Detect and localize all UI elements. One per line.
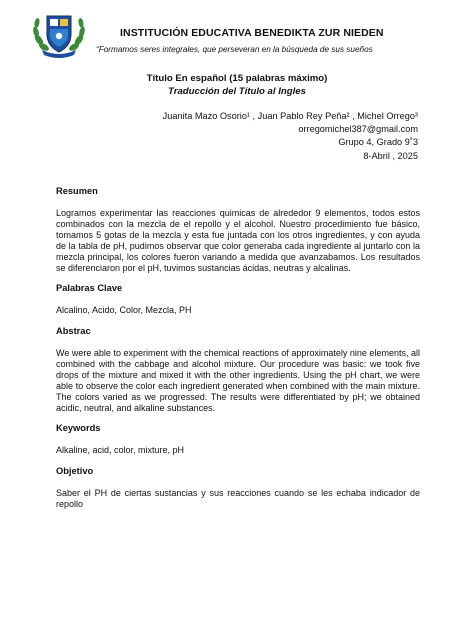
objetivo-text: Saber el PH de ciertas sustancias y sus reacciones cuando se les echaba indicador de repollo (56, 488, 420, 509)
resumen-text: Logramos experimentar las reacciones quimicas de alrededor 9 elementos, todos estos combinados con la mezcla de el repollo y el alcohol. Nuestro procedimiento fue básico, tomamos 5 gotas de la mezcla y esta fue juntada con los otros ingredientes, y con ayuda de la tabla de pH, pudimos observar que color generaba cada ingrediente al juntarlo con la mezcla principal, los colores fueron variando a medida que avanzabamos. Los resultados se diferenciaron por el pH, tuvimos sustancias ácidas, neutras y alcalinas. (56, 208, 420, 273)
keywords-text: Alkaline, acid, color, mixture, pH (56, 445, 185, 455)
keywords-heading: Keywords (56, 423, 101, 433)
title-english: Traducción del Título al Ingles (168, 86, 306, 97)
palabras-clave-text: Alcalino, Acido, Color, Mezcla, PH (56, 305, 192, 315)
title-spanish: Título En español (15 palabras máximo) (146, 73, 328, 84)
author-email: orregomichel387@gmail.com (298, 124, 418, 135)
institution-motto: “Formamos seres integrales, que perseveran en la búsqueda de sus sueños (96, 45, 373, 54)
palabras-clave-heading: Palabras Clave (56, 283, 123, 293)
abstract-heading: Abstrac (56, 326, 91, 336)
objetivo-heading: Objetivo (56, 466, 94, 476)
author-names: Juanita Mazo Osorio¹ , Juan Pablo Rey Peña² , Michel Orrego³ (162, 111, 418, 121)
institution-name: INSTITUCIÓN EDUCATIVA BENEDIKTA ZUR NIEDEN (120, 27, 384, 39)
author-date: 8-Abril , 2025 (363, 150, 418, 161)
school-logo (30, 8, 88, 58)
author-block (163, 110, 418, 163)
resumen-heading: Resumen (56, 186, 98, 196)
author-group: Grupo 4, Grado 9˚3 (338, 137, 418, 148)
abstract-text: We were able to experiment with the chemical reactions of approximately nine elements, all combined with the cabbage and alcohol mixture. Our procedure was basic: we took five drops of the mixture and mixed it with the other ingredients. Using the pH chart, we were able to observe the color each ingredient generated when combined with the main mixture. The colors varied as we progressed. The results were differentiated by pH; we obtained acidic, neutral, and alkaline substances. (56, 348, 420, 413)
